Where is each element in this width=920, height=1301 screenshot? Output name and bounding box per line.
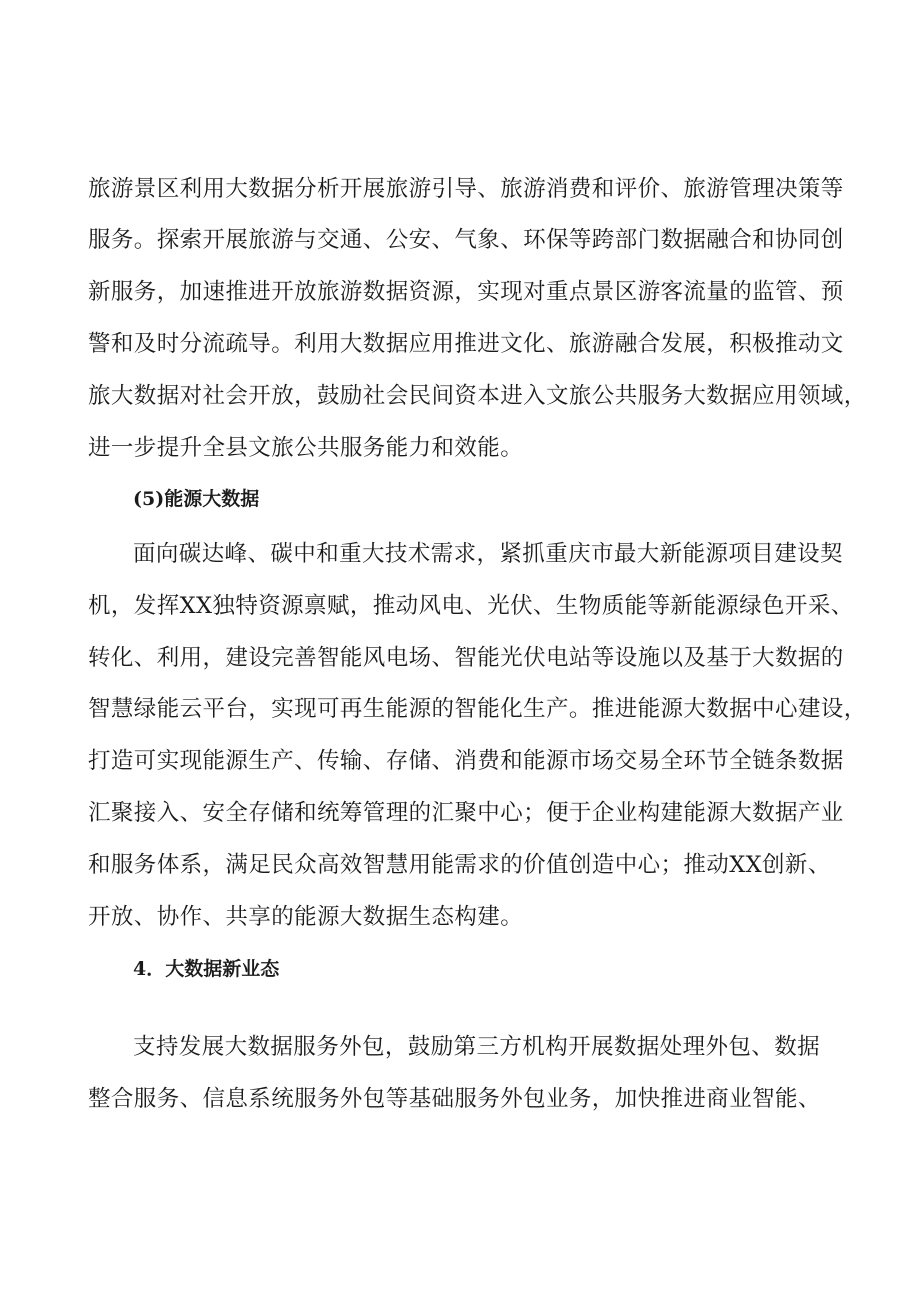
- paragraph-2-line-7: 和服务体系，满足民众高效智慧用能需求的价值创造中心；推动XX创新、: [88, 852, 831, 878]
- paragraph-1-line-5: 旅大数据对社会开放，鼓励社会民间资本进入文旅公共服务大数据应用领域，: [88, 383, 867, 409]
- paragraph-1-line-2: 服务。探索开展旅游与交通、公安、气象、环保等跨部门数据融合和协同创: [88, 227, 844, 253]
- paragraph-1-line-3: 新服务，加速推进开放旅游数据资源，实现对重点景区游客流量的监管、预: [88, 279, 844, 305]
- paragraph-1-line-6: 进一步提升全县文旅公共服务能力和效能。: [88, 435, 524, 461]
- paragraph-3-line-1: 支持发展大数据服务外包，鼓励第三方机构开展数据处理外包、数据: [133, 1034, 821, 1060]
- paragraph-2-line-4: 智慧绿能云平台，实现可再生能源的智能化生产。推进能源大数据中心建设，: [88, 696, 867, 722]
- paragraph-2-line-6: 汇聚接入、安全存储和统筹管理的汇聚中心；便于企业构建能源大数据产业: [88, 800, 844, 826]
- paragraph-3-line-2: 整合服务、信息系统服务外包等基础服务外包业务，加快推进商业智能、: [88, 1086, 821, 1112]
- section-heading-energy: (5)能源大数据: [133, 488, 260, 510]
- paragraph-1-line-1: 旅游景区利用大数据分析开展旅游引导、旅游消费和评价、旅游管理决策等: [88, 176, 844, 202]
- paragraph-2-line-1: 面向碳达峰、碳中和重大技术需求，紧抓重庆市最大新能源项目建设契: [133, 541, 843, 567]
- paragraph-2-line-8: 开放、协作、共享的能源大数据生态构建。: [88, 904, 524, 930]
- section-heading-new-formats: 4．大数据新业态: [133, 958, 280, 980]
- paragraph-2-line-2: 机，发挥XX独特资源禀赋，推动风电、光伏、生物质能等新能源绿色开采、: [88, 593, 854, 619]
- paragraph-2-line-5: 打造可实现能源生产、传输、存储、消费和能源市场交易全环节全链条数据: [88, 748, 844, 774]
- paragraph-2-line-3: 转化、利用，建设完善智能风电场、智能光伏电站等设施以及基于大数据的: [88, 645, 844, 671]
- paragraph-1-line-4: 警和及时分流疏导。利用大数据应用推进文化、旅游融合发展，积极推动文: [88, 331, 844, 357]
